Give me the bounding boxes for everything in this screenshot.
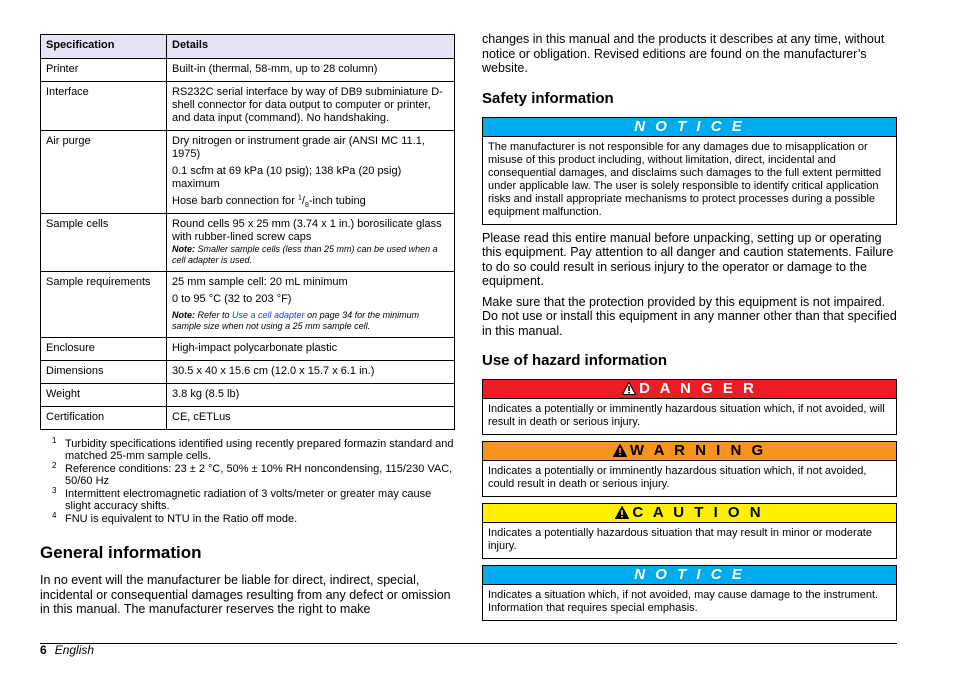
page-number: 6 [40,643,47,657]
note-body: Smaller sample cells (less than 25 mm) can be used when a cell adapter is used. [172,244,438,265]
caution-label: C A U T I O N [632,504,764,521]
footnote-number: 1 [52,436,57,445]
caution-box [482,503,897,559]
warning-label: W A R N I N G [629,442,767,459]
footnote [40,438,455,462]
table-row [41,59,455,82]
note-text [172,310,449,332]
notice-header: N O T I C E [483,118,896,137]
spec-name: Sample cells [41,214,167,272]
header-details: Details [167,35,455,59]
footnotes [40,438,455,525]
spec-name: Weight [41,384,167,407]
footnote-number: 4 [52,511,57,520]
notice-header: N O T I C E [483,566,896,585]
spec-name: Certification [41,407,167,430]
footnote-text: Turbidity specifications identified using recently prepared formazin standard and matched 25-mm sample cells. [65,438,454,462]
general-information-text: In no event will the manufacturer be liable for direct, indirect, special, incidental or consequential damages resulting from any defect or omission in this manual. The manufacturer reserves the right to make [40,573,451,616]
detail-text: CE, cETLus [172,411,231,423]
table-row [41,407,455,430]
footnote [40,513,455,525]
fraction-numerator: 1 [297,194,302,202]
table-row [41,361,455,384]
right-column [482,32,897,627]
footnote [40,488,455,512]
spec-details [167,384,455,407]
spec-details [167,214,455,272]
table-row [41,131,455,214]
warning-box [482,441,897,497]
spec-details [167,272,455,338]
warning-text: Indicates a potentially or imminently hazardous situation which, if not avoided, could result in death or serious injury. [488,465,867,490]
detail-text [172,195,449,208]
spec-details [167,131,455,214]
footer-rule [40,643,897,644]
specification-table [40,34,455,430]
caution-text: Indicates a potentially hazardous situation that may result in minor or moderate injury. [488,527,872,552]
fraction-slash: / [301,195,305,207]
spec-name: Dimensions [41,361,167,384]
notice-text: Indicates a situation which, if not avoided, may cause damage to the instrument. Information that requires special emphasis. [488,589,879,614]
detail-text: High-impact polycarbonate plastic [172,342,338,354]
warning-triangle-icon [615,506,629,519]
footnote-text: Intermittent electromagnetic radiation of 3 volts/meter or greater may cause slight accuracy shifts. [65,488,432,512]
spec-name: Sample requirements [41,272,167,338]
detail-text: Dry nitrogen or instrument grade air (ANSI MC 11.1, 1975) [172,135,425,160]
spec-details [167,407,455,430]
spec-details [167,59,455,82]
spec-details [167,338,455,361]
footnote [40,463,455,487]
notice-text: The manufacturer is not responsible for any damages due to misapplication or misuse of this product including, without limitation, direct, incidental and consequential damages, and disclaims such damages to the full extent permitted under applicable law. The user is solely responsible to identify critical application risks and install appropriate mechanisms to protect processes during a possible equipment malfunction. [488,140,882,218]
table-row [41,338,455,361]
footnote-number: 2 [52,461,57,470]
page-footer [40,643,94,657]
spec-name: Interface [41,82,167,131]
detail-text: RS232C serial interface by way of DB9 subminiature D-shell connector for data output to computer or printer, and data input (command). No handshaking. [172,86,443,124]
spec-name: Printer [41,59,167,82]
detail-text: 25 mm sample cell: 20 mL minimum [172,276,348,288]
general-information-heading: General information [40,543,202,562]
detail-text: 0 to 95 °C (32 to 203 °F) [172,293,292,305]
safety-information-heading: Safety information [482,89,614,107]
table-row [41,82,455,131]
notice-box [482,565,897,621]
table-row [41,384,455,407]
caution-header [483,504,896,523]
danger-box [482,379,897,435]
detail-text: 30.5 x 40 x 15.6 cm (12.0 x 15.7 x 6.1 in.) [172,365,375,377]
note-label: Note: [172,310,195,320]
danger-header [483,380,896,399]
note-label: Note: [172,244,195,254]
detail-text: Round cells 95 x 25 mm (3.74 x 1 in.) borosilicate glass with rubber-lined screw caps [172,218,442,243]
warning-header [483,442,896,461]
detail-text: 3.8 kg (8.5 lb) [172,388,240,400]
cell-adapter-link[interactable]: Use a cell adapter [232,310,305,320]
spec-name: Air purge [41,131,167,214]
fraction-denominator: 8 [304,202,309,210]
table-header-row [41,35,455,59]
danger-text: Indicates a potentially or imminently hazardous situation which, if not avoided, will result in death or serious injury. [488,403,885,428]
detail-text: Built-in (thermal, 58-mm, up to 28 column) [172,63,378,75]
safety-paragraph: Make sure that the protection provided by this equipment is not impaired. Do not use or install this equipment in any manner other than that specified in this manual. [482,294,897,338]
left-column [40,34,455,623]
footnote-text: Reference conditions: 23 ± 2 °C, 50% ± 10% RH noncondensing, 115/230 VAC, 50/60 Hz [65,463,453,487]
warning-triangle-icon [613,444,627,457]
hose-text: -inch tubing [308,195,366,207]
detail-text: 0.1 scfm at 69 kPa (10 psig); 138 kPa (20 psig) maximum [172,165,402,190]
note-text [172,244,449,266]
hazard-information-heading: Use of hazard information [482,352,668,369]
table-row [41,214,455,272]
note-body: on page 34 for the minimum sample size when not using a 25 mm sample cell. [172,310,420,331]
danger-label: D A N G E R [639,380,757,397]
header-specification: Specification [41,35,167,59]
table-row [41,272,455,338]
spec-name: Enclosure [41,338,167,361]
spec-details [167,361,455,384]
general-information-continued: changes in this manual and the products it describes at any time, without notice or obligation. Revised editions are found on the manufacturer’s website. [482,32,885,75]
hose-text: Hose barb connection for [172,195,298,207]
safety-paragraph: Please read this entire manual before unpacking, setting up or operating this equipment. Pay attention to all danger and caution statements. Failure to do so could result in serious injury to the operator or damage to the equipment. [482,230,894,288]
spec-details [167,82,455,131]
warning-triangle-icon [622,382,636,395]
footnote-text: FNU is equivalent to NTU in the Ratio off mode. [65,513,298,525]
note-body: Refer to [195,310,233,320]
footer-language: English [54,643,95,657]
notice-box [482,117,897,225]
footnote-number: 3 [52,486,57,495]
